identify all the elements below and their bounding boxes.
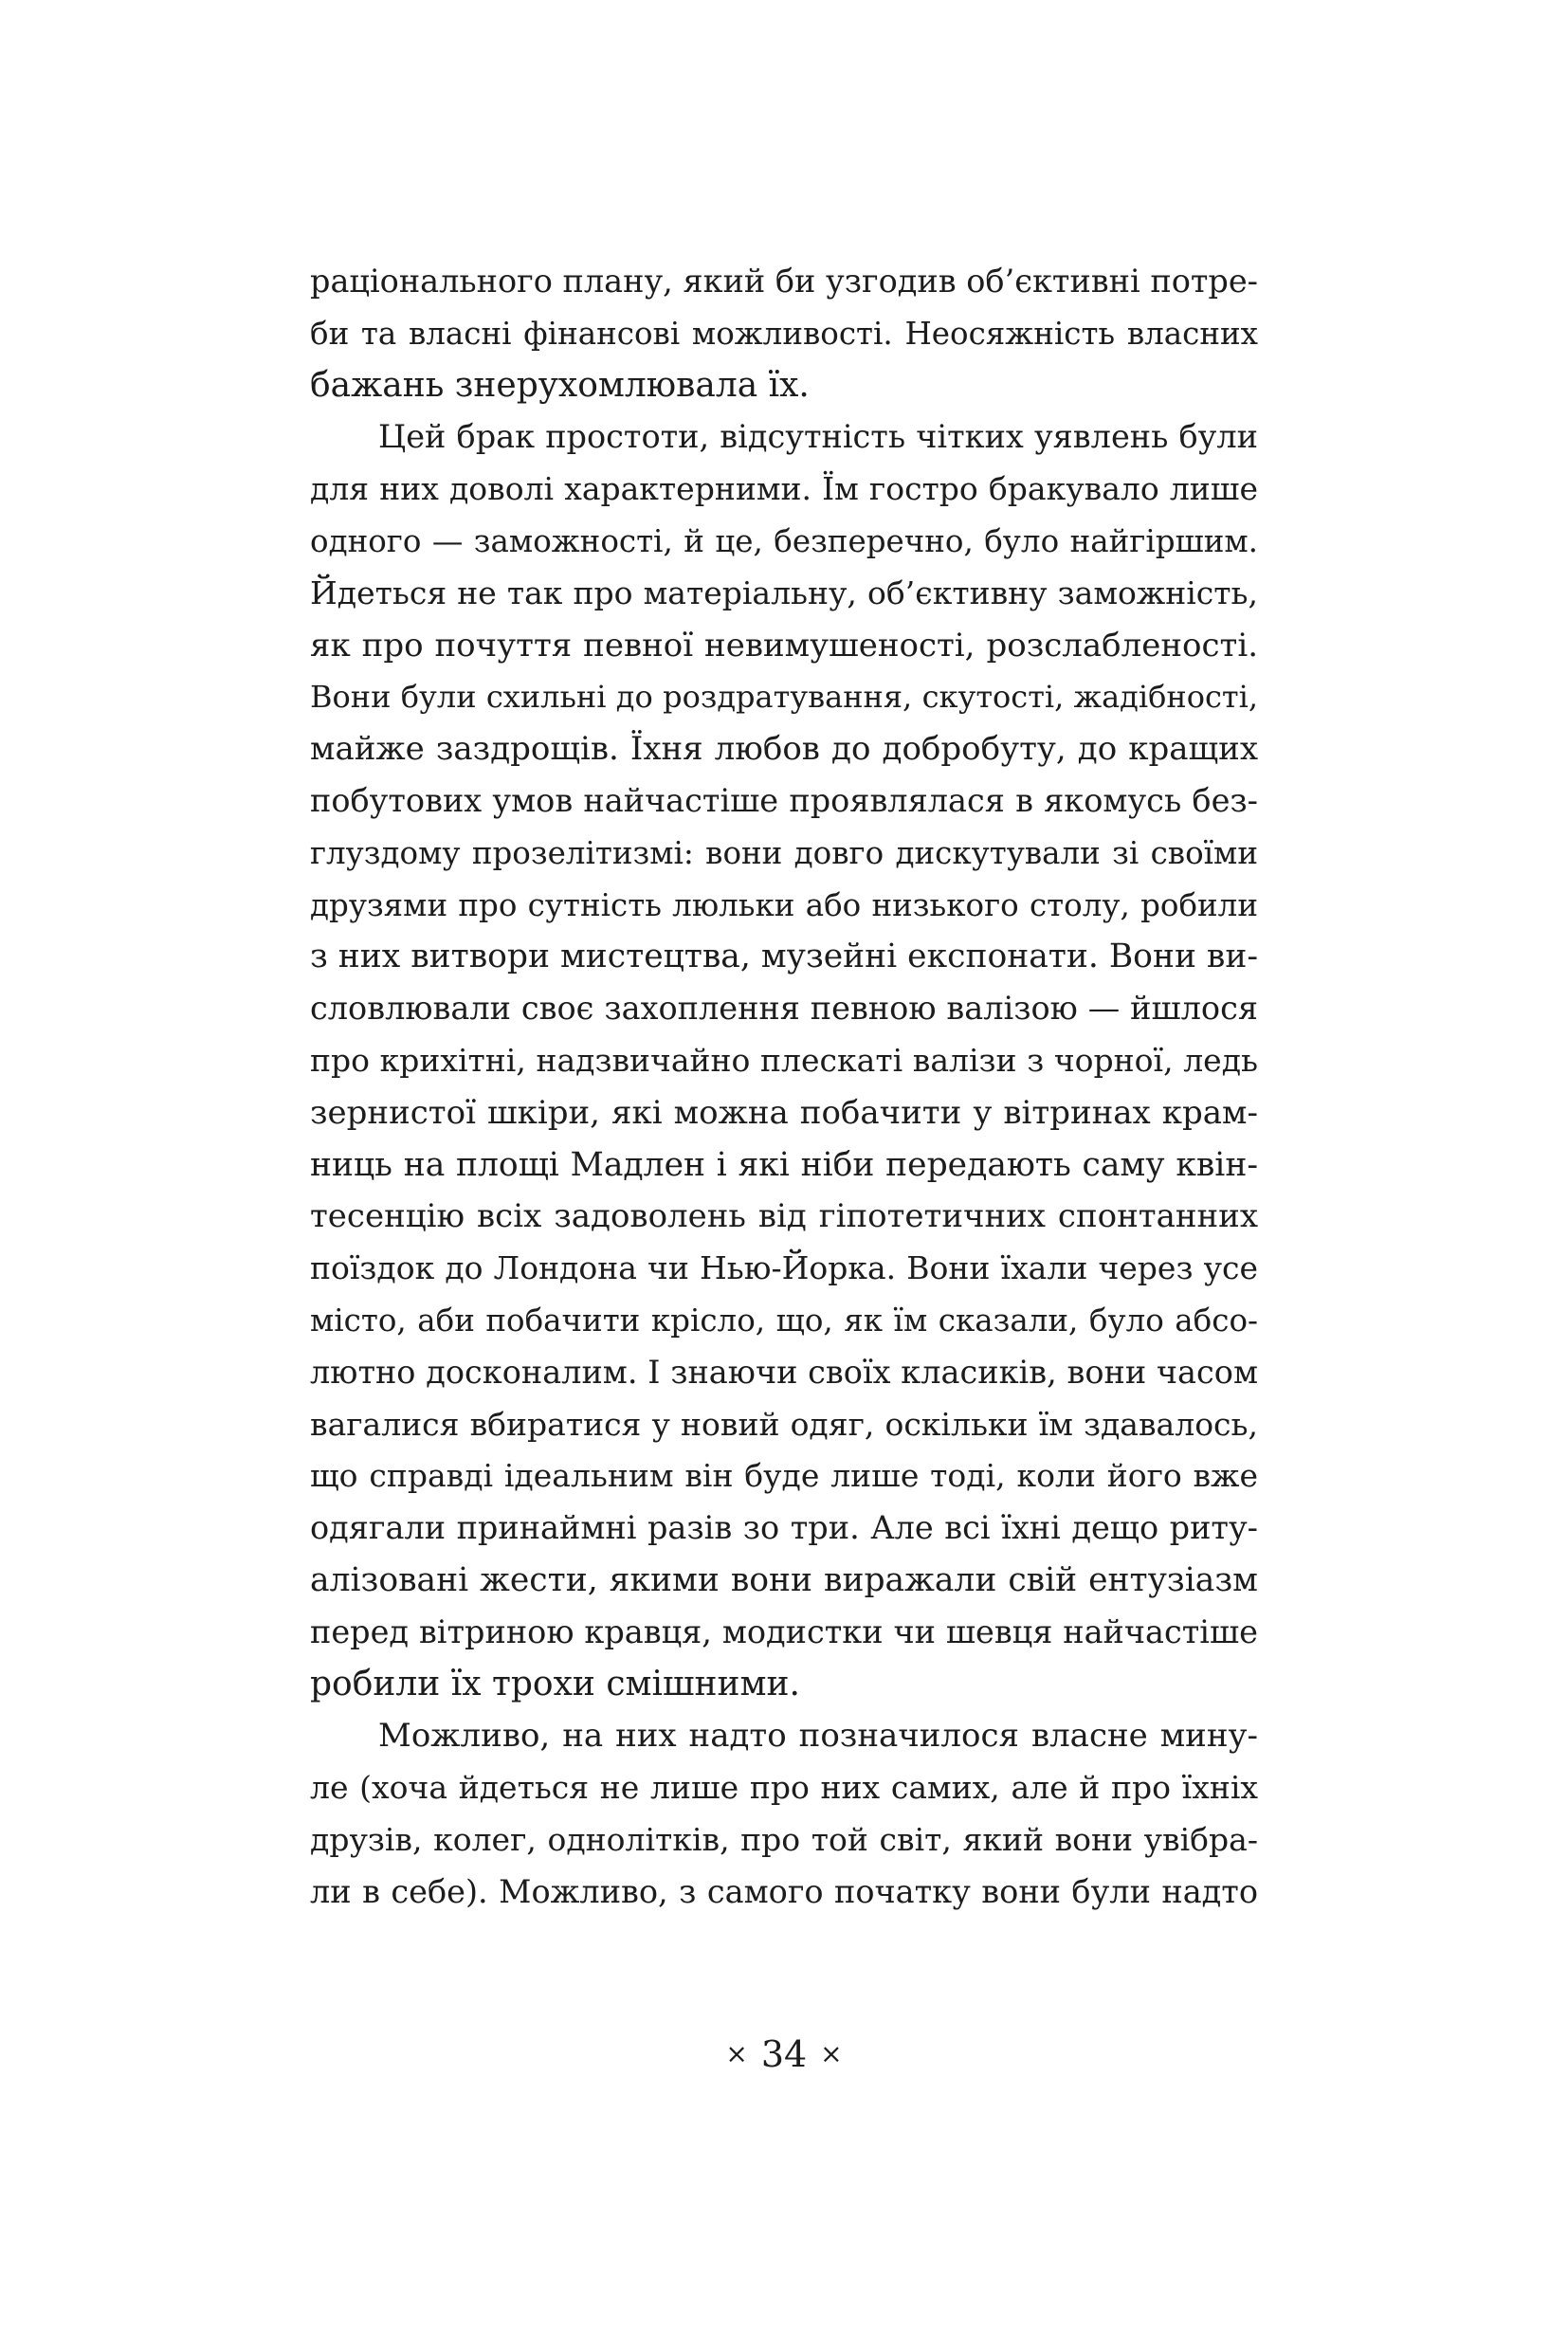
text-line: Цей брак простоти, відсутність чітких уявлень були [378, 418, 1258, 456]
text-line: Можливо, на них надто позначилося власне мину- [378, 1717, 1258, 1756]
text-line: поїздок до Лондона чи Нью-Йорка. Вони їхали через усе [310, 1249, 1258, 1287]
text-line: друзями про сутність люльки або низького столу, робили [310, 886, 1258, 923]
folio-ornament-right: × [820, 2038, 843, 2069]
text-line: вагалися вбиратися у новий одяг, оскільки їм здавалось, [310, 1405, 1258, 1443]
folio-ornament-left: × [725, 2038, 748, 2069]
text-line: для них доволі характерними. Їм гостро бракувало лише [310, 470, 1258, 508]
text-line: лютно досконалим. І знаючи своїх класиків, вони часом [310, 1353, 1258, 1391]
text-line: як про почуття певної невимушеності, розслабленості. [310, 626, 1258, 665]
text-line: ле (хоча йдеться не лише про них самих, але й про їхніх [310, 1769, 1258, 1807]
text-line: перед вітриною кравця, модистки чи шевця найчастіше [310, 1612, 1258, 1650]
text-line: глуздому прозелітизмі: вони довго дискутували зі своїми [310, 834, 1258, 871]
text-line: тесенцію всіх задоволень від гіпотетичних спонтанних [310, 1197, 1258, 1236]
text-line: бажань знерухомлювала їх. [310, 365, 810, 405]
text-line: ниць на площі Мадлен і які ніби передають саму квін- [310, 1145, 1258, 1184]
text-line: ли в себе). Можливо, з самого початку вони були надто [310, 1872, 1258, 1910]
text-line: що справді ідеальним він буде лише тоді, коли його вже [310, 1457, 1258, 1495]
body-text [310, 256, 1258, 1919]
text-line: друзів, колег, однолітків, про той світ, який вони увібра- [310, 1820, 1258, 1858]
text-line: майже заздрощів. Їхня любов до добробуту, до кращих [310, 730, 1258, 769]
text-line: Вони були схильні до роздратування, скутості, жадібності, [310, 679, 1258, 716]
text-line: робили їх трохи смішними. [310, 1664, 800, 1703]
text-line: місто, аби побачити крісло, що, як їм сказали, було абсо- [310, 1302, 1258, 1339]
text-line: зернистої шкіри, які можна побачити у вітринах крам- [310, 1093, 1258, 1132]
text-line: словлювали своє захоплення певною валізою — йшлося [310, 990, 1258, 1028]
text-line: алізовані жести, якими вони виражали свій ентузіазм [310, 1560, 1258, 1599]
text-line: би та власні фінансові можливості. Неосяжність власних [310, 315, 1258, 352]
text-line: Йдеться не так про матеріальну, об’єктивну заможність, [310, 574, 1258, 611]
text-line: з них витвори мистецтва, музейні експонати. Вони ви- [310, 938, 1258, 976]
page-number [0, 2033, 1568, 2075]
text-line: одного — заможності, й це, безперечно, було найгіршим. [310, 522, 1258, 559]
text-line: побутових умов найчастіше проявлялася в якомусь без- [310, 781, 1258, 819]
text-line: одягали принаймні разів зо три. Але всі їхні дещо риту- [310, 1509, 1258, 1547]
text-line: про крихітні, надзвичайно плескаті валізи з чорної, ледь [310, 1041, 1258, 1079]
text-line: раціонального плану, який би узгодив об’єктивні потре- [310, 263, 1258, 300]
page-number-value: 34 [760, 2033, 808, 2075]
